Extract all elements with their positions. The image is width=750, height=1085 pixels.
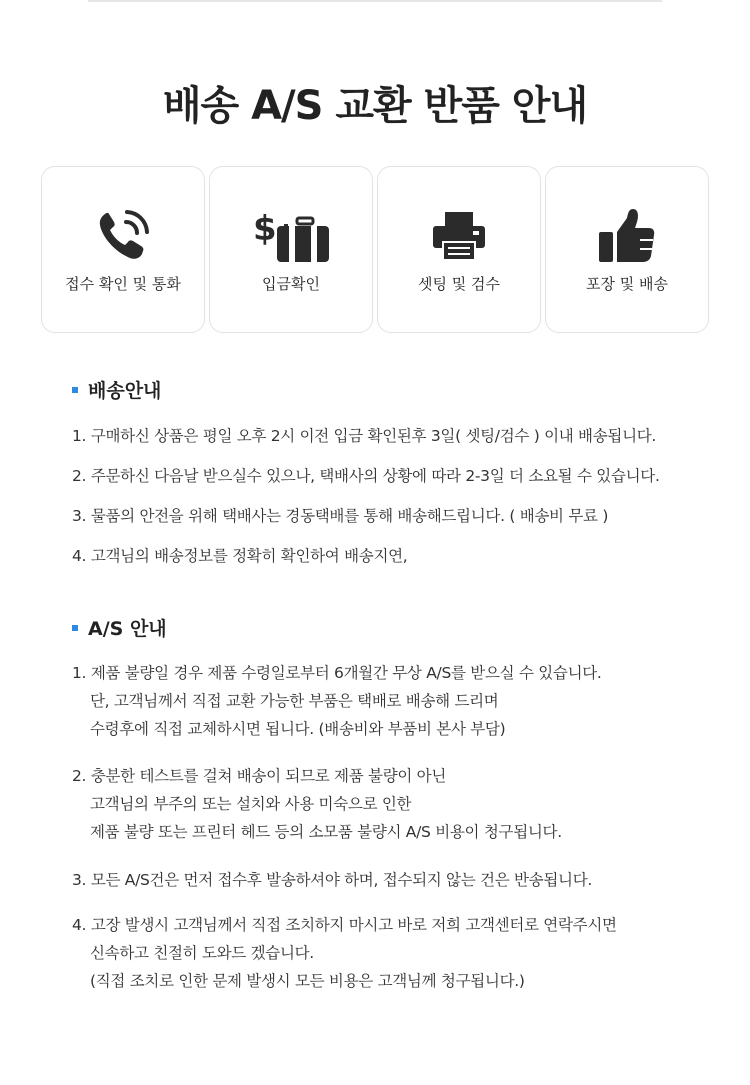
list-item — [72, 659, 602, 743]
square-bullet-icon — [72, 625, 78, 631]
process-steps — [41, 166, 709, 333]
step-card-payment — [209, 166, 373, 333]
step-label: 셋팅 및 검수 — [418, 275, 500, 293]
step-card-reception — [41, 166, 205, 333]
step-label: 입금확인 — [262, 275, 320, 293]
svg-text:$: $ — [253, 209, 277, 249]
square-bullet-icon — [72, 387, 78, 393]
list-item: 4. 고객님의 배송정보를 정확히 확인하여 배송지연, — [72, 547, 408, 565]
item-line: (직접 조치로 인한 문제 발생시 모든 비용은 고객님께 청구됩니다.) — [90, 972, 525, 990]
step-card-setting — [377, 166, 541, 333]
item-line: 고객님의 부주의 또는 설치와 사용 미숙으로 인한 — [90, 795, 412, 813]
list-item — [72, 866, 592, 894]
section-heading — [72, 374, 161, 404]
phone-icon — [42, 201, 204, 271]
item-line: 2. 충분한 테스트를 걸쳐 배송이 되므로 제품 불량이 아닌 — [72, 767, 447, 785]
item-line: 수령후에 직접 교체하시면 됩니다. (배송비와 부품비 본사 부담) — [90, 720, 506, 738]
section-heading — [72, 612, 167, 642]
page-title: 배송 A/S 교환 반품 안내 — [162, 83, 588, 129]
list-item: 2. 주문하신 다음날 받으실수 있으나, 택배사의 상황에 따라 2-3일 더 소요될 수 있습니다. — [72, 467, 660, 485]
item-line: 4. 고장 발생시 고객님께서 직접 조치하지 마시고 바로 저희 고객센터로 연락주시면 — [72, 916, 617, 934]
step-card-shipping — [545, 166, 709, 333]
item-line: 제품 불량 또는 프린터 헤드 등의 소모품 불량시 A/S 비용이 청구됩니다. — [90, 823, 562, 841]
money-case-icon — [210, 201, 372, 271]
item-line: 신속하고 친절히 도와드 겠습니다. — [90, 944, 314, 962]
item-line: 3. 모든 A/S건은 먼저 접수후 발송하셔야 하며, 접수되지 않는 건은 반송됩니다. — [72, 871, 592, 889]
step-label: 포장 및 배송 — [586, 275, 668, 293]
item-line: 단, 고객님께서 직접 교환 가능한 부품은 택배로 배송해 드리며 — [90, 692, 499, 710]
printer-icon — [378, 201, 540, 271]
thumbs-up-icon — [546, 201, 708, 271]
list-item: 3. 물품의 안전을 위해 택배사는 경동택배를 통해 배송해드립니다. ( 배송비 무료 ) — [72, 507, 609, 525]
list-item: 1. 구매하신 상품은 평일 오후 2시 이전 입금 확인된후 3일( 셋팅/검수 ) 이내 배송됩니다. — [72, 427, 657, 445]
top-divider — [88, 0, 662, 2]
list-item — [72, 911, 617, 995]
section-title: A/S 안내 — [88, 617, 167, 640]
section-title: 배송안내 — [88, 379, 162, 402]
as-section — [72, 612, 167, 642]
item-line: 1. 제품 불량일 경우 제품 수령일로부터 6개월간 무상 A/S를 받으실 수 있습니다. — [72, 664, 602, 682]
shipping-section — [72, 374, 161, 404]
step-label: 접수 확인 및 통화 — [65, 275, 181, 293]
list-item — [72, 762, 562, 846]
